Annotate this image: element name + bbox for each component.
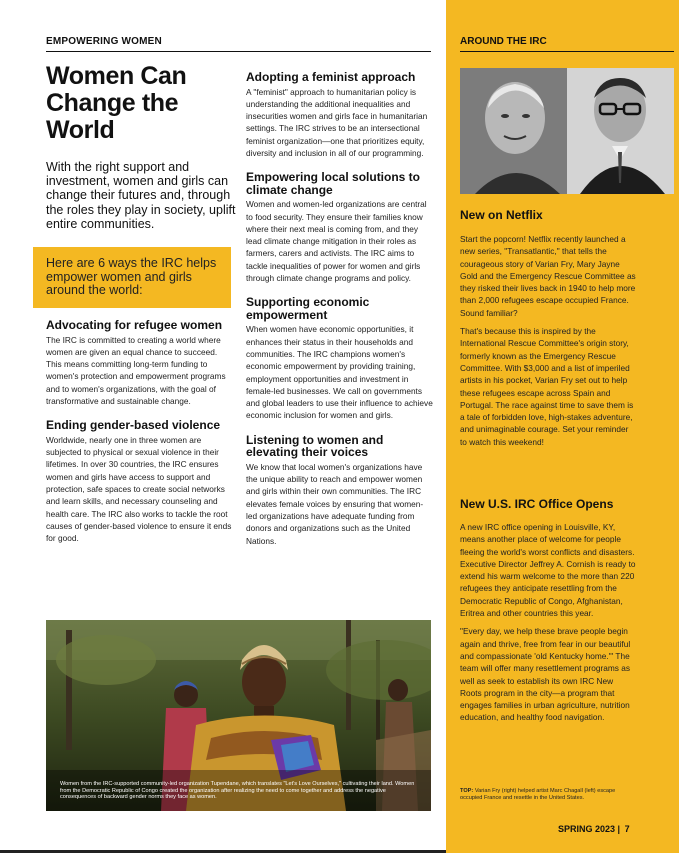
netflix-paragraph: That's because this is inspired by the International Rescue Committee's origin story, formerly known as the Emergency Rescue Committee. With $3,000 and a list of imperiled artists in his pocket, Varian Fry set out to help these refugees escape across Spain and Portugal. The race against time to save them is a tale of forbidden love, high-stakes adventure, and unimaginable courage. Set your reminder to watch this weekend! <box>460 326 634 447</box>
callout-box <box>33 247 231 308</box>
article-column-left <box>46 319 234 556</box>
office-paragraph: "Every day, we help these brave people begin again and thrive, free from fear in our beautiful and compassionate 'old Kentucky home.'" The team will offer many resettlement programs as well as seek to establish its own IRC New Roots program in the city—a program that engages families in urban agriculture, nutrition education, and healthy food navigation. <box>460 626 631 723</box>
page-footer <box>558 824 630 834</box>
sidebar-photo-caption <box>460 788 626 801</box>
article-body: The IRC is committed to creating a world where women are given an equal chance to succeed. This means committing long-term funding to women's protection and empowerment programs and to women's organizations, with the goal of transformative and sustainable change. <box>46 334 226 406</box>
issue-label: SPRING 2023 <box>558 824 616 834</box>
women-farming-photo <box>46 620 431 811</box>
article-heading: Ending gender-based violence <box>46 418 221 433</box>
section-label: EMPOWERING WOMEN <box>46 36 431 52</box>
netflix-paragraph: Start the popcorn! Netflix recently launched a new series, "Transatlantic," that tells the courageous story of Varian Fry, Mary Jayne Gold and the Emergency Rescue Committee as they risked their lives back in 1940 to help more than 2,000 refugees escape occupied France. Sound familiar? <box>460 234 636 318</box>
page-title: Women Can Change the World <box>46 62 187 144</box>
article-body: Worldwide, nearly one in three women are subjected to physical or sexual violence in their lifetimes. In over 30 countries, the IRC ensures women and girls have access to support and protection, safe spaces to create social networks and learn skills, and necessary counseling and health care. The IRC also works to tackle the root causes of gender-based violence to ensure it ends for good. <box>46 434 232 544</box>
article-body: We know that local women's organizations have the unique ability to reach and empower women and girls within their own communities. The IRC elevates female voices by ensuring that women-led organizations have adequate funding from donors and organizations such as the United Nations. <box>246 461 424 546</box>
caption-label: TOP: <box>460 788 474 794</box>
article-body: A "feminist" approach to humanitarian policy is understanding the additional inequalities and insecurities women and girls face in humanitarian settings. The IRC strives to be an intersectional feminist organization—one that prioritizes equity, diversity and inclusion in all of our programming. <box>246 86 428 158</box>
photo-caption: Women from the IRC-supported community-led organization Tupendane, which translates "Let's Love Ourselves," cultivating their land. Women from the Democratic Republic of Congo created the organization after realizing the need to come together and address the negative consequences of backward gender norms they face as women. <box>60 781 415 801</box>
sidebar-section-label: AROUND THE IRC <box>460 36 674 52</box>
article-body: When women have economic opportunities, it enhances their status in their households and communities. The IRC champions women's economic empowerment by providing training, employment opportunities and investment in female-led businesses. We call on governments and global leaders to use their influence to achieve economic inclusion for women and girls. <box>246 324 433 421</box>
article-heading: Empowering local solutions to climate change <box>246 170 421 197</box>
fry-chagall-photo <box>460 68 674 194</box>
lead-paragraph: With the right support and investment, women and girls can change their futures and, through the roles they play in society, uplift entire communities. <box>46 160 236 231</box>
article-column-right <box>246 71 434 559</box>
callout-text: Here are 6 ways the IRC helps empower women and girls around the world: <box>46 256 217 297</box>
office-body <box>460 521 636 730</box>
office-heading: New U.S. IRC Office Opens <box>460 497 614 511</box>
around-the-irc-sidebar <box>446 0 679 853</box>
page-number: 7 <box>624 824 630 834</box>
office-paragraph: A new IRC office opening in Louisville, KY, means another place of welcome for people fleeing the world's worst conflicts and disasters. Executive Director Jeffrey A. Cornish is ready to extend his warm welcome to the more than 220 refugees they anticipate resettling from the Democratic Republic of Congo, Afghanistan, Eritrea and other countries this year. <box>460 522 636 619</box>
netflix-heading: New on Netflix <box>460 208 543 222</box>
article-heading: Listening to women and elevating their voices <box>246 432 384 460</box>
caption-text: Varian Fry (right) helped artist Marc Chagall (left) escape occupied France and resettle in the United States. <box>460 788 616 801</box>
article-body: Women and women-led organizations are central to food security. They ensure their families know where their next meal is coming from, and they lead climate change mitigation in their roles as farmers, carers and activists. The IRC aims to tackle inequalities of power for women and girls through climate change programs and policy. <box>246 199 427 284</box>
footer-separator: | <box>617 824 621 834</box>
article-heading: Advocating for refugee women <box>46 318 223 332</box>
article-heading: Supporting economic empowerment <box>246 295 370 322</box>
portrait-illustration <box>460 68 674 194</box>
netflix-body <box>460 233 636 454</box>
article-heading: Adopting a feminist approach <box>246 70 416 84</box>
